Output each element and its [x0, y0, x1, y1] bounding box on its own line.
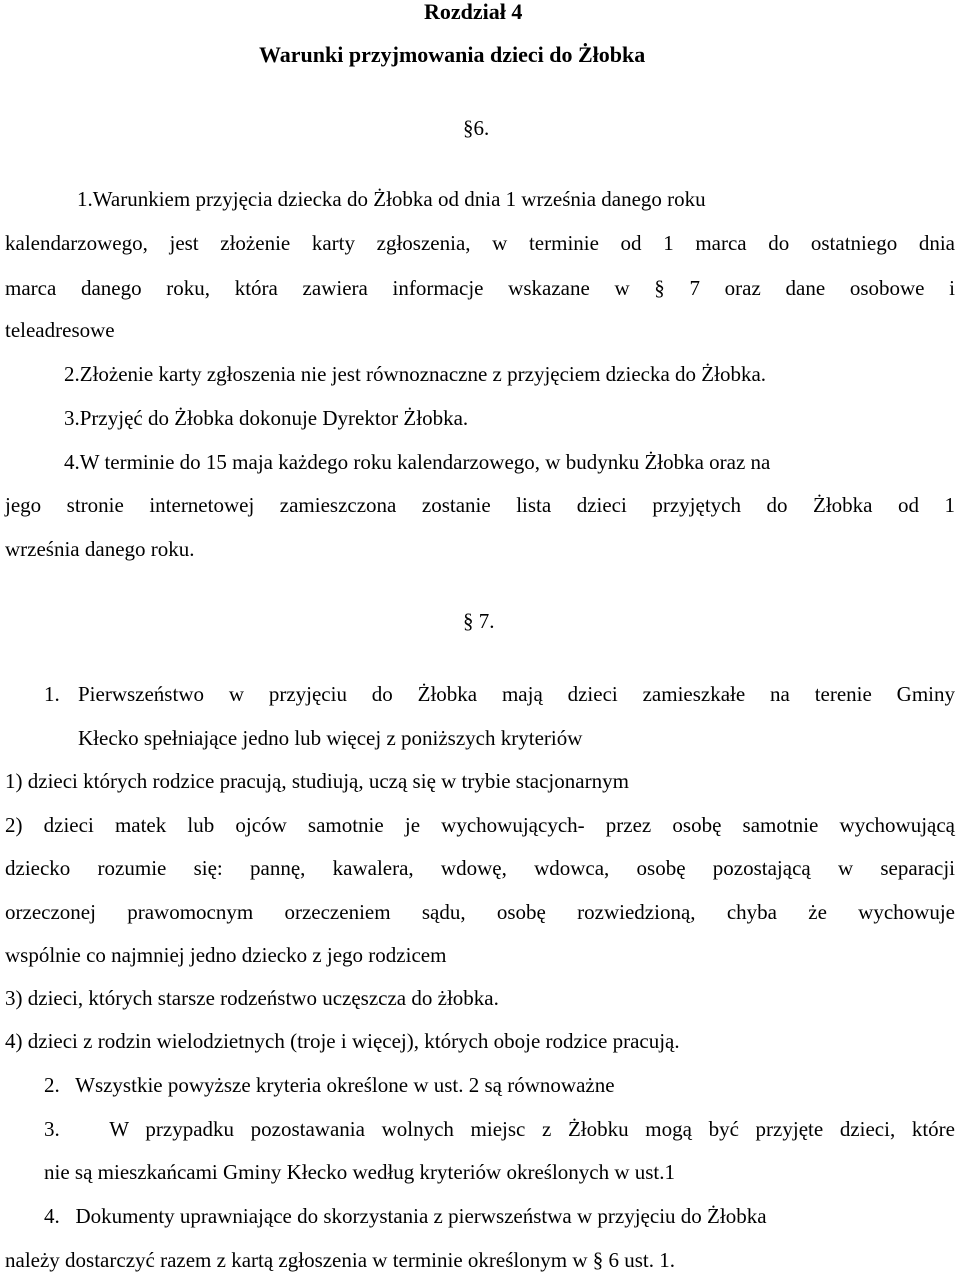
section-7-item-4-line-1: 4. Dokumenty uprawniające do skorzystania z pierwszeństwa w przyjęciu do Żłobka — [44, 1204, 767, 1228]
section-6-mark: §6. — [463, 116, 490, 140]
section-7-item-1-line-2: Kłecko spełniające jedno lub więcej z poniższych kryteriów — [78, 726, 583, 750]
section-6-paragraph-3: 3.Przyjęć do Żłobka dokonuje Dyrektor Żłobka. — [64, 406, 469, 430]
section-6-paragraph-1-line-2: kalendarzowego, jest złożenie karty zgłoszenia, w terminie od 1 marca do ostatniego dnia — [5, 231, 955, 255]
criterion-2-line-3: orzeczonej prawomocnym orzeczeniem sądu, osobę rozwiedzioną, chyba że wychowuje — [5, 900, 955, 924]
chapter-title: Warunki przyjmowania dzieci do Żłobka — [259, 42, 646, 67]
section-7-item-4-line-2: należy dostarczyć razem z kartą zgłoszenia w terminie określonym w § 6 ust. 1. — [5, 1248, 676, 1272]
section-6-paragraph-4-line-1: 4.W terminie do 15 maja każdego roku kalendarzowego, w budynku Żłobka oraz na — [64, 450, 771, 474]
chapter-number: Rozdział 4 — [424, 0, 523, 24]
section-7-item-3-line-1: 3. W przypadku pozostawania wolnych miejsc z Żłobku mogą być przyjęte dzieci, które — [44, 1117, 955, 1141]
section-6-paragraph-4-line-3: września danego roku. — [5, 537, 195, 561]
section-6-paragraph-1-line-4: teleadresowe — [5, 318, 115, 342]
criterion-3: 3) dzieci, których starsze rodzeństwo uczęszcza do żłobka. — [5, 986, 499, 1010]
section-6-paragraph-2: 2.Złożenie karty zgłoszenia nie jest równoznaczne z przyjęciem dziecka do Żłobka. — [64, 362, 767, 386]
criterion-2-line-2: dziecko rozumie się: pannę, kawalera, wdowę, wdowca, osobę pozostającą w separacji — [5, 856, 955, 880]
criterion-4: 4) dzieci z rodzin wielodzietnych (troje i więcej), których oboje rodzice pracują. — [5, 1029, 680, 1053]
criterion-2-line-4: wspólnie co najmniej jedno dziecko z jego rodzicem — [5, 943, 447, 967]
section-6-paragraph-1-line-1: 1.Warunkiem przyjęcia dziecka do Żłobka od dnia 1 września danego roku — [77, 187, 706, 211]
section-6-paragraph-4-line-2: jego stronie internetowej zamieszczona zostanie lista dzieci przyjętych do Żłobka od 1 — [5, 493, 955, 517]
criterion-1: 1) dzieci których rodzice pracują, studiują, uczą się w trybie stacjonarnym — [5, 769, 629, 793]
section-7-item-1-number: 1. — [44, 682, 60, 706]
section-7-item-1-line-1: Pierwszeństwo w przyjęciu do Żłobka mają dzieci zamieszkałe na terenie Gminy — [78, 682, 955, 706]
section-7-mark: § 7. — [463, 609, 495, 633]
section-7-item-2: 2. Wszystkie powyższe kryteria określone w ust. 2 są równoważne — [44, 1073, 615, 1097]
criterion-2-line-1: 2) dzieci matek lub ojców samotnie je wychowujących- przez osobę samotnie wychowującą — [5, 813, 955, 837]
section-7-item-3-line-2: nie są mieszkańcami Gminy Kłecko według kryteriów określonych w ust.1 — [44, 1160, 676, 1184]
section-6-paragraph-1-line-3: marca danego roku, która zawiera informacje wskazane w § 7 oraz dane osobowe i — [5, 276, 955, 300]
